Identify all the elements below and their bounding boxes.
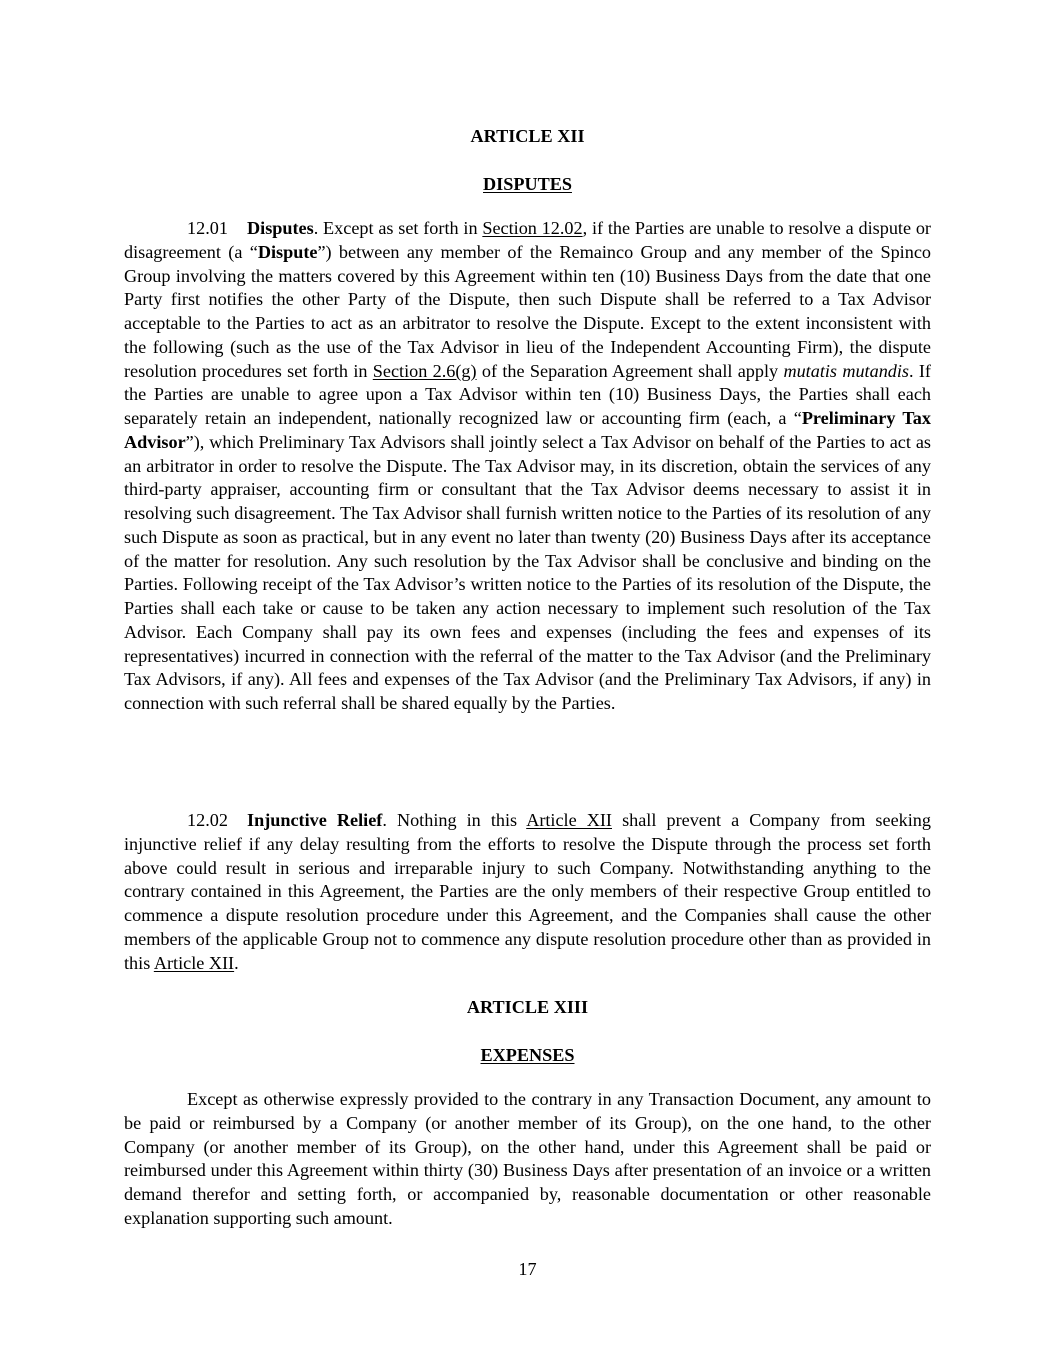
expenses-heading: EXPENSES [480, 1045, 575, 1065]
article-xii-title: ARTICLE XII [470, 126, 585, 146]
article-xii-reference: Article XII [526, 810, 612, 830]
section-12-02-paragraph: 12.02 Injunctive Relief. Nothing in this Article XII shall prevent a Company from seeking injunctive relief if any delay resulting from the efforts to resolve the Dispute through the process set forth above could result in serious and irreparable injury to such Company. Notwithstanding anything to the contrary contained in this Agreement, the Parties are the only members of their respective Group entitled to commence a dispute resolution procedure under this Agreement, and the Companies shall cause the other members of the applicable Group not to commence any dispute resolution procedure other than as provided in this Article XII. [124, 810, 931, 973]
page-number: 17 [518, 1259, 537, 1279]
expenses-paragraph: Except as otherwise expressly provided to the contrary in any Transaction Document, any amount to be paid or reimbursed by a Company (or another member of its Group), on the one hand, to the other Company (or another member of its Group), on the other hand, under this Agreement shall be paid or reimbursed under this Agreement within thirty (30) Business Days after presentation of an invoice or a written demand therefor and setting forth, or accompanied by, reasonable documentation or other reasonable explanation supporting such amount. [124, 1089, 931, 1228]
article-xii-reference: Article XII [153, 952, 235, 973]
section-12-01-paragraph: 12.01 Disputes. Except as set forth in Section 12.02, if the Parties are unable to resolve a dispute or disagreement (a “Dispute”) between any member of the Remainco Group and any member of the Spinco Group involving the matters covered by this Agreement within ten (10) Business Days from the date that one Party first notifies the other Party of the Dispute, then such Dispute shall be referred to a Tax Advisor acceptable to the Parties to act as an arbitrator to resolve the Dispute. Except to the extent inconsistent with the following (such as the use of the Tax Advisor in lieu of the Independent Accounting Firm), the dispute resolution procedures set forth in Section 2.6(g) of the Separation Agreement shall apply mutatis mutandis. If the Parties are unable to agree upon a Tax Advisor within ten (10) Business Days, the Parties shall each separately retain an independent, nationally recognized law or accounting firm (each, a “Preliminary Tax Advisor”), which Preliminary Tax Advisors shall jointly select a Tax Advisor on behalf of the Parties to act as an arbitrator in order to resolve the Dispute. The Tax Advisor may, in its discretion, obtain the services of any third-party appraiser, accounting firm or consultant that the Tax Advisor deems necessary to assist it in resolving such disagreement. The Tax Advisor shall furnish written notice to the Parties of its resolution of any such Dispute as soon as practical, but in any event no later than twenty (20) Business Days after its acceptance of the matter for resolution. Any such resolution by the Tax Advisor shall be conclusive and binding on the Parties. Following receipt of the Tax Advisor’s written notice to the Parties of its resolution of the Dispute, the Parties shall each take or cause to be taken any action necessary to implement such resolution of the Tax Advisor. Each Company shall pay its own fees and expenses (including the fees and expenses of its representatives) incurred in connection with the referral of the matter to the Tax Advisor (and the Preliminary Tax Advisors, if any). All fees and expenses of the Tax Advisor (and the Preliminary Tax Advisors, if any) in connection with such referral shall be shared equally by the Parties. [124, 218, 931, 713]
disputes-heading: DISPUTES [483, 174, 572, 194]
defined-term-dispute: Dispute [257, 241, 318, 262]
section-12-01-heading: Disputes [247, 218, 314, 238]
section-12-02-reference: Section 12.02 [482, 218, 583, 238]
section-12-02-number: 12.02 [187, 810, 228, 830]
section-12-01-number: 12.01 [187, 218, 228, 238]
article-xiii-title: ARTICLE XIII [466, 997, 589, 1017]
mutatis-mutandis-italic: mutatis mutandis [783, 360, 910, 381]
defined-term-preliminary-tax-advisor: Preliminary Tax Advisor [124, 408, 931, 452]
section-12-02-heading: Injunctive Relief [247, 810, 383, 830]
section-2-6g-reference: Section 2.6(g) [372, 360, 477, 381]
